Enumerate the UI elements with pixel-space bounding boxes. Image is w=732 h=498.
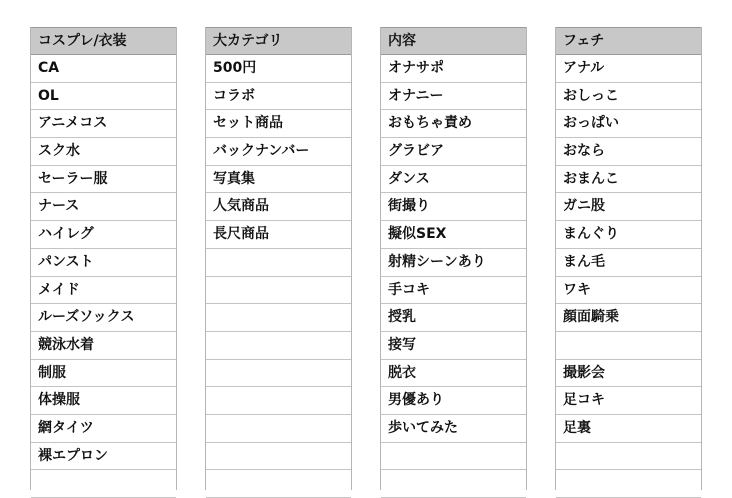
list-item[interactable]: 裸エプロン <box>31 443 176 471</box>
empty-cell <box>206 249 351 277</box>
empty-cell <box>206 277 351 305</box>
list-item[interactable]: 競泳水着 <box>31 332 176 360</box>
list-item[interactable]: ルーズソックス <box>31 304 176 332</box>
list-item[interactable]: 体操服 <box>31 387 176 415</box>
list-item[interactable]: セーラー服 <box>31 166 176 194</box>
column-header: 大カテゴリ <box>206 27 351 55</box>
list-item[interactable]: 街撮り <box>381 193 526 221</box>
list-item[interactable]: まんぐり <box>556 221 701 249</box>
list-item[interactable]: 射精シーンあり <box>381 249 526 277</box>
list-item[interactable]: オナサポ <box>381 55 526 83</box>
list-item[interactable]: ワキ <box>556 277 701 305</box>
list-item[interactable]: 授乳 <box>381 304 526 332</box>
list-item[interactable]: ナース <box>31 193 176 221</box>
list-item[interactable]: 網タイツ <box>31 415 176 443</box>
list-item[interactable]: バックナンバー <box>206 138 351 166</box>
list-item[interactable]: ハイレグ <box>31 221 176 249</box>
column-header: コスプレ/衣装 <box>31 27 176 55</box>
list-item[interactable]: 500円 <box>206 55 351 83</box>
list-item[interactable]: 手コキ <box>381 277 526 305</box>
list-item[interactable]: おしっこ <box>556 83 701 111</box>
column-header: 内容 <box>381 27 526 55</box>
list-item[interactable]: グラビア <box>381 138 526 166</box>
list-item[interactable]: アニメコス <box>31 110 176 138</box>
list-item[interactable]: 脱衣 <box>381 360 526 388</box>
list-item[interactable]: 接写 <box>381 332 526 360</box>
empty-cell <box>556 332 701 360</box>
empty-cell <box>31 470 176 498</box>
empty-cell <box>206 360 351 388</box>
empty-cell <box>381 470 526 498</box>
list-item[interactable]: ダンス <box>381 166 526 194</box>
list-item[interactable]: 撮影会 <box>556 360 701 388</box>
empty-cell <box>206 415 351 443</box>
empty-cell <box>556 470 701 498</box>
list-item[interactable]: おもちゃ責め <box>381 110 526 138</box>
list-item[interactable]: 写真集 <box>206 166 351 194</box>
empty-cell <box>381 443 526 471</box>
column-content <box>380 27 527 490</box>
empty-cell <box>206 332 351 360</box>
list-item[interactable]: オナニー <box>381 83 526 111</box>
list-item[interactable]: おっぱい <box>556 110 701 138</box>
empty-cell <box>206 387 351 415</box>
column-cosplay <box>30 27 177 490</box>
list-item[interactable]: まん毛 <box>556 249 701 277</box>
list-item[interactable]: 人気商品 <box>206 193 351 221</box>
list-item[interactable]: 男優あり <box>381 387 526 415</box>
empty-cell <box>206 304 351 332</box>
list-item[interactable]: コラボ <box>206 83 351 111</box>
list-item[interactable]: 足コキ <box>556 387 701 415</box>
list-item[interactable]: おまんこ <box>556 166 701 194</box>
list-item[interactable]: 顔面騎乗 <box>556 304 701 332</box>
column-header: フェチ <box>556 27 701 55</box>
list-item[interactable]: 足裏 <box>556 415 701 443</box>
list-item[interactable]: メイド <box>31 277 176 305</box>
list-item[interactable]: 擬似SEX <box>381 221 526 249</box>
list-item[interactable]: パンスト <box>31 249 176 277</box>
list-item[interactable]: セット商品 <box>206 110 351 138</box>
empty-cell <box>206 470 351 498</box>
column-fetish <box>555 27 702 490</box>
list-item[interactable]: CA <box>31 55 176 83</box>
list-item[interactable]: アナル <box>556 55 701 83</box>
column-main-category <box>205 27 352 490</box>
list-item[interactable]: 歩いてみた <box>381 415 526 443</box>
empty-cell <box>206 443 351 471</box>
empty-cell <box>556 443 701 471</box>
list-item[interactable]: 制服 <box>31 360 176 388</box>
list-item[interactable]: ガニ股 <box>556 193 701 221</box>
list-item[interactable]: 長尺商品 <box>206 221 351 249</box>
list-item[interactable]: スク水 <box>31 138 176 166</box>
list-item[interactable]: おなら <box>556 138 701 166</box>
list-item[interactable]: OL <box>31 83 176 111</box>
